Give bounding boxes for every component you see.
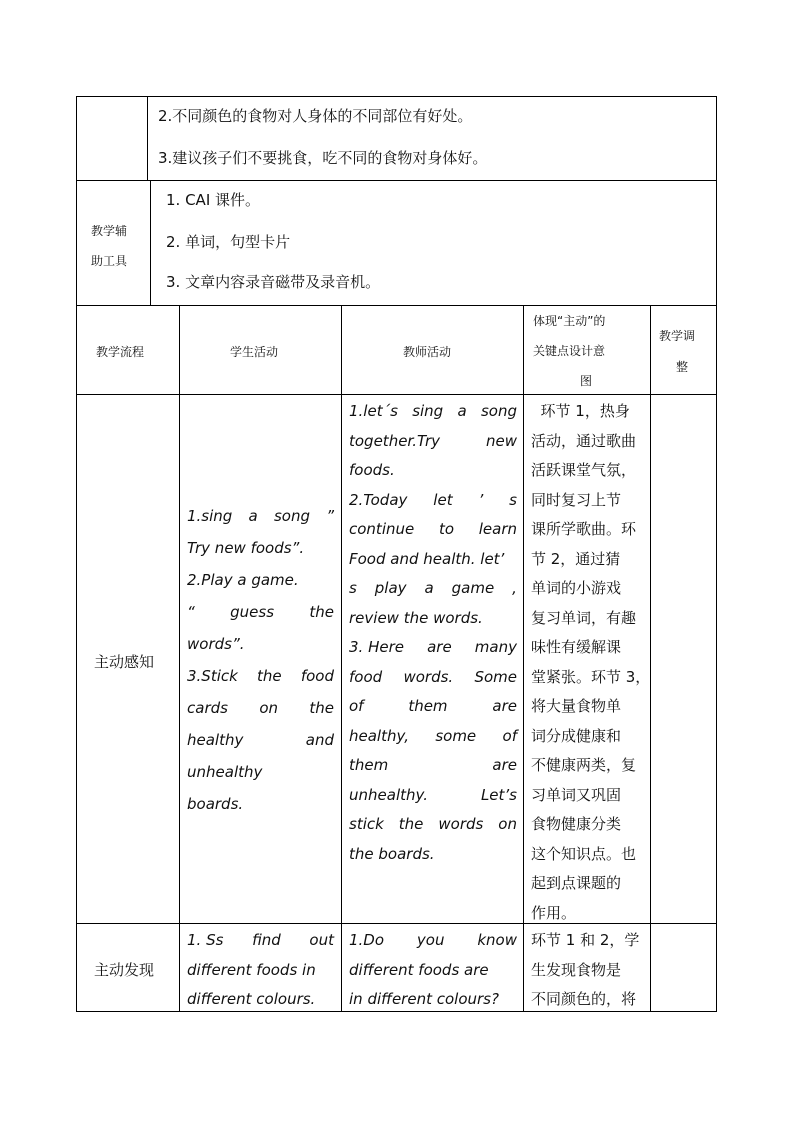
row1-student-line	[187, 724, 334, 756]
row2-student-word: different colours.	[187, 990, 316, 1008]
row1-teacher-word: words.	[403, 667, 454, 686]
table-rule-3	[76, 394, 717, 395]
header-design-3: 图	[580, 374, 593, 388]
row2-student-word: out	[309, 931, 334, 949]
row1-student-line	[187, 756, 334, 788]
row1-teacher-word: 1.let´s	[349, 402, 398, 420]
row1-student-word: unhealthy	[187, 763, 263, 781]
row1-student-word: 3.Stick	[187, 667, 238, 685]
table-border-left	[76, 96, 77, 1012]
row1-student-word: words”.	[187, 635, 245, 653]
row1-teacher-word: many	[474, 638, 517, 656]
row1-teacher-word: ,	[512, 579, 517, 597]
row1-student-word: a	[248, 507, 258, 525]
row1-design-line: 不健康两类，复	[531, 756, 637, 774]
row1-student-word: ”	[326, 507, 334, 525]
row1-teacher-word: of	[349, 697, 364, 715]
row1-teacher-line	[349, 810, 517, 840]
row1-teacher-line	[349, 663, 517, 693]
row1-student-word: boards.	[187, 795, 244, 813]
row1-teacher-line	[349, 692, 517, 722]
row1-student-line	[187, 788, 334, 820]
row1-teacher-word: review the words.	[349, 608, 483, 627]
row2-teacher-word: in different colours?	[349, 990, 499, 1008]
table-rule-top	[76, 96, 717, 97]
row1-student-word: guess	[230, 603, 275, 621]
row1-student-line	[187, 532, 334, 564]
row2-student-activity	[187, 926, 334, 1015]
row1-teacher-word: the boards.	[349, 844, 435, 863]
row1-teacher-word: a	[424, 579, 434, 597]
table-border-right	[716, 96, 717, 1012]
row2-teacher-line	[349, 926, 517, 956]
row2-design-line: 生发现食物是	[531, 960, 622, 979]
row1-teacher-word: food	[349, 667, 383, 686]
row1-teacher-line	[349, 722, 517, 752]
table-rule-2	[76, 305, 717, 306]
row1-student-activity	[187, 500, 334, 820]
row1-student-word: “	[187, 603, 195, 621]
row1-design-line: 食物健康分类	[531, 815, 622, 833]
row1-student-word: the	[257, 667, 282, 685]
row2-student-line	[187, 985, 334, 1015]
row1-student-word: Try new foods”.	[187, 539, 305, 557]
row1-student-line	[187, 596, 334, 628]
row1-design-intent	[531, 397, 651, 928]
row1-student-word: on	[259, 699, 278, 717]
row1-teacher-word: stick	[349, 815, 384, 833]
header-flow: 教学流程	[96, 345, 145, 359]
row1-student-word: song	[273, 507, 310, 525]
row1-student-word: 2.Play a game.	[187, 571, 299, 589]
row1-teacher-line	[349, 397, 517, 427]
row1-student-line	[187, 500, 334, 532]
row1-student-line	[187, 628, 334, 660]
row1-teacher-line	[349, 840, 517, 870]
header-student: 学生活动	[230, 345, 279, 359]
row2-teacher-line	[349, 956, 517, 986]
row1-teacher-line	[349, 633, 517, 663]
row1-teacher-word: are	[492, 756, 517, 774]
row2-student-word: find	[252, 931, 281, 949]
row1-design-line: 词分成健康和	[531, 726, 622, 745]
row1-design-line: 习单词又巩固	[531, 785, 622, 804]
row1-teacher-word: sing	[412, 402, 444, 420]
row1-design-line: 活动，通过歌曲	[531, 431, 637, 450]
row1-teacher-word: some	[435, 726, 477, 745]
col-rule-top-a	[147, 96, 148, 180]
row1-teacher-word: Some	[474, 667, 517, 686]
row1-design-line: 节 2，通过猜	[531, 549, 621, 568]
row1-teacher-word: learn	[478, 520, 517, 538]
row1-student-line	[187, 564, 334, 596]
row1-design-line: 复习单词，有趣	[531, 608, 637, 627]
row1-teacher-line	[349, 486, 517, 516]
row1-student-word: healthy	[187, 731, 244, 749]
row2-student-word: 1. Ss	[187, 931, 224, 949]
col-rule-2	[341, 305, 342, 1011]
row1-student-word: and	[305, 731, 334, 749]
row2-teacher-word: different foods are	[349, 960, 489, 979]
stage-discover: 主动发现	[94, 961, 155, 979]
col-rule-4	[650, 305, 651, 1011]
header-adjust-2: 整	[676, 360, 689, 374]
row1-teacher-word: s	[349, 579, 357, 597]
row1-teacher-word: play	[374, 579, 407, 597]
row1-teacher-word: 2.Today	[349, 490, 408, 509]
row1-design-line: 味性有缓解课	[531, 638, 622, 656]
row1-teacher-word: healthy,	[349, 726, 409, 745]
benefit-line-3: 3.建议孩子们不要挑食，吃不同的食物对身体好。	[158, 149, 488, 167]
row1-teacher-line	[349, 604, 517, 634]
row1-design-line: 堂紧张。环节 3，	[531, 667, 651, 686]
row1-teacher-word: unhealthy.	[349, 785, 428, 804]
row1-teacher-word: let	[433, 490, 453, 509]
aids-label-1: 教学辅	[91, 224, 128, 238]
row1-teacher-word: together.Try	[349, 431, 441, 450]
row1-student-word: food	[300, 667, 334, 685]
row1-design-line: 起到点课题的	[531, 874, 622, 892]
aids-item-2: 2. 单词，句型卡片	[166, 233, 291, 251]
row1-student-word: cards	[187, 699, 228, 717]
aids-item-3: 3. 文章内容录音磁带及录音机。	[166, 273, 381, 291]
row1-teacher-line	[349, 545, 517, 575]
row1-teacher-word: Food and health. let’	[349, 549, 505, 568]
row1-design-line: 作用。	[531, 903, 577, 922]
row1-teacher-line	[349, 751, 517, 781]
row1-teacher-word: to	[438, 520, 455, 538]
row1-teacher-word: are	[427, 638, 452, 656]
row1-teacher-word: Let’s	[480, 785, 517, 804]
row1-teacher-word: them	[349, 756, 389, 774]
row1-teacher-word: ’	[478, 490, 484, 509]
row1-teacher-line	[349, 574, 517, 604]
row1-teacher-word: of	[502, 726, 517, 745]
row2-student-word: different foods in	[187, 960, 316, 979]
row1-teacher-line	[349, 781, 517, 811]
row2-teacher-word: know	[477, 931, 517, 949]
row1-design-line: 这个知识点。也	[531, 844, 637, 863]
row1-design-line: 环节 1，热身	[531, 402, 630, 420]
row1-student-word: the	[309, 603, 334, 621]
row1-design-line: 同时复习上节	[531, 490, 622, 509]
row1-design-line: 活跃课堂气氛，	[531, 461, 637, 479]
header-design-2: 关键点设计意	[533, 344, 606, 358]
row1-teacher-activity	[349, 397, 517, 869]
row1-teacher-word: are	[492, 697, 517, 715]
row1-teacher-word: game	[451, 579, 495, 597]
row1-teacher-line	[349, 515, 517, 545]
row2-design-intent	[531, 926, 644, 1015]
row2-teacher-activity	[349, 926, 517, 1015]
col-rule-3	[523, 305, 524, 1011]
row1-teacher-word: them	[408, 697, 448, 715]
row1-teacher-word: 3. Here	[349, 638, 404, 656]
row1-student-word: the	[309, 699, 334, 717]
benefit-line-2: 2.不同颜色的食物对人身体的不同部位有好处。	[158, 107, 473, 125]
row1-student-word: 1.sing	[187, 507, 233, 525]
row2-teacher-word: 1.Do	[349, 931, 385, 949]
col-rule-1	[179, 305, 180, 1011]
row1-teacher-word: a	[457, 402, 467, 420]
row2-student-line	[187, 956, 334, 986]
row1-teacher-word: words	[438, 815, 484, 833]
row1-teacher-word: song	[480, 402, 517, 420]
stage-perceive: 主动感知	[94, 653, 155, 671]
row1-design-line: 将大量食物单	[531, 697, 622, 715]
row1-student-line	[187, 660, 334, 692]
row1-teacher-word: s	[509, 490, 517, 509]
header-teacher: 教师活动	[403, 345, 452, 359]
row1-teacher-word: continue	[349, 520, 415, 538]
row1-student-line	[187, 692, 334, 724]
row1-design-line: 单词的小游戏	[531, 579, 622, 597]
row1-teacher-line	[349, 427, 517, 457]
aids-item-1: 1. CAI 课件。	[166, 191, 261, 209]
row2-teacher-line	[349, 985, 517, 1015]
header-design-1: 体现“主动”的	[533, 314, 606, 328]
row2-student-line	[187, 926, 334, 956]
aids-label-2: 助工具	[91, 254, 128, 268]
row2-design-line: 不同颜色的，将	[531, 990, 637, 1008]
row2-teacher-word: you	[416, 931, 445, 949]
row1-design-line: 课所学歌曲。环	[531, 520, 637, 538]
row2-design-line: 环节 1 和 2，学	[531, 931, 640, 949]
table-rule-1	[76, 180, 717, 181]
row1-teacher-line	[349, 456, 517, 486]
row1-teacher-word: new	[485, 431, 517, 450]
row1-teacher-word: foods.	[349, 461, 395, 479]
row1-teacher-word: on	[498, 815, 517, 833]
col-rule-top-b	[150, 180, 151, 305]
row1-teacher-word: the	[398, 815, 424, 833]
header-adjust-1: 教学调	[659, 329, 696, 343]
